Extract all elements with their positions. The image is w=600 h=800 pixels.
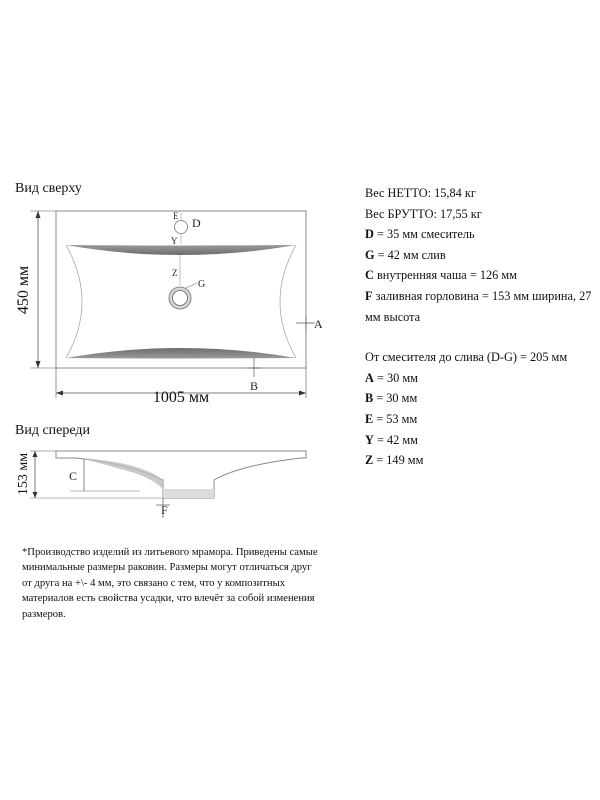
depth-dimension-label: 450 мм [15, 265, 32, 315]
spec-d-text: = 35 мм смеситель [373, 227, 475, 242]
spec-list [365, 183, 600, 471]
left-basin-curve [66, 245, 82, 358]
spec-g-key: G [365, 247, 375, 262]
label-a: A [314, 317, 323, 331]
label-b: B [250, 379, 259, 393]
spec-z-key: Z [365, 453, 374, 468]
spec-f-text: заливная горловина = 153 мм ширина, 27 мм высота [365, 288, 592, 324]
label-f: F [161, 503, 168, 517]
spec-d-key: D [365, 227, 374, 242]
spec-c-text: внутренняя чаша = 126 мм [373, 268, 517, 283]
spec-f [365, 286, 600, 327]
spec-d [365, 224, 600, 245]
width-dimension-label: 1005 мм [152, 389, 210, 406]
spec-a [365, 368, 600, 389]
label-z: Z [172, 268, 178, 278]
label-c: C [69, 469, 78, 483]
footnote: *Производство изделий из литьевого мрамора. Приведены самые минимальные размеры раковин. Размеры могут отличаться друг от друга на +\- 4 мм, это связано с тем, что у композитных материалов есть свойства усадки, что влечёт за собой изменения размеров. [22, 547, 318, 620]
label-d: D [192, 216, 201, 230]
spec-y-key: Y [365, 432, 374, 447]
spec-g [365, 245, 600, 266]
back-rim-shading [66, 245, 296, 255]
right-basin-curve [280, 245, 296, 358]
spec-f-key: F [365, 288, 373, 303]
spec-y [365, 430, 600, 451]
spec-b-key: B [365, 391, 374, 406]
spec-e-key: E [365, 411, 374, 426]
spec-c-key: C [365, 268, 374, 283]
top-view [15, 211, 323, 406]
label-y: Y [171, 236, 178, 246]
spec-c [365, 265, 600, 286]
spec-e-text: = 53 мм [373, 411, 418, 426]
label-e: E [173, 211, 179, 221]
spec-e [365, 409, 600, 430]
spec-b-text: = 30 мм [373, 391, 418, 406]
front-view [16, 451, 306, 518]
spec-dg: От смесителя до слива (D-G) = 205 мм [365, 350, 568, 365]
spec-a-key: A [365, 370, 374, 385]
faucet-hole-d [175, 221, 188, 234]
front-view-title: Вид спереди [15, 423, 91, 438]
weight-gross: Вес БРУТТО: 17,55 кг [365, 206, 482, 221]
label-g: G [198, 279, 206, 290]
weight-net: Вес НЕТТО: 15,84 кг [365, 186, 476, 200]
spec-y-text: = 42 мм [373, 432, 418, 447]
spec-z-text: = 149 мм [373, 453, 424, 468]
spec-g-text: = 42 мм слив [374, 247, 446, 262]
spec-z [365, 450, 600, 471]
top-view-title: Вид сверху [15, 181, 82, 196]
spec-a-text: = 30 мм [373, 370, 418, 385]
spec-b [365, 388, 600, 409]
front-rim-shading [66, 348, 296, 359]
height-dimension-label: 153 мм [16, 452, 31, 496]
